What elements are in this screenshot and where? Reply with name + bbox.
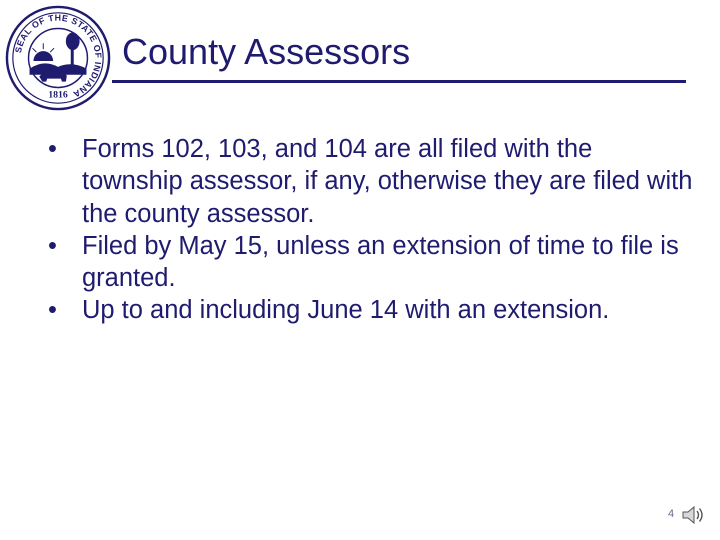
bullet-item: [48, 294, 698, 326]
bullet-text: Filed by May 15, unless an extension of time to file is granted.: [82, 231, 679, 293]
state-seal-logo: [4, 4, 112, 112]
slide-title: County Assessors: [122, 31, 411, 72]
speaker-icon[interactable]: [680, 502, 706, 528]
bullet-text: Forms 102, 103, and 104 are all filed with the township assessor, if any, otherwise they are filed with the county assessor.: [82, 135, 693, 228]
bullet-item: [48, 133, 698, 230]
bullet-item: [48, 230, 698, 295]
bullet-list: [48, 133, 698, 327]
bullet-marker: •: [48, 231, 57, 260]
page-number: 4: [668, 508, 675, 520]
bullet-text: Up to and including June 14 with an extension.: [82, 296, 610, 325]
svg-text:SEAL OF THE STATE OF INDIANA: SEAL OF THE STATE OF INDIANA: [13, 12, 104, 100]
bullet-marker: •: [48, 296, 57, 325]
title-underline: [112, 80, 686, 83]
svg-text:1816: 1816: [48, 89, 68, 101]
bullet-marker: •: [48, 135, 57, 163]
